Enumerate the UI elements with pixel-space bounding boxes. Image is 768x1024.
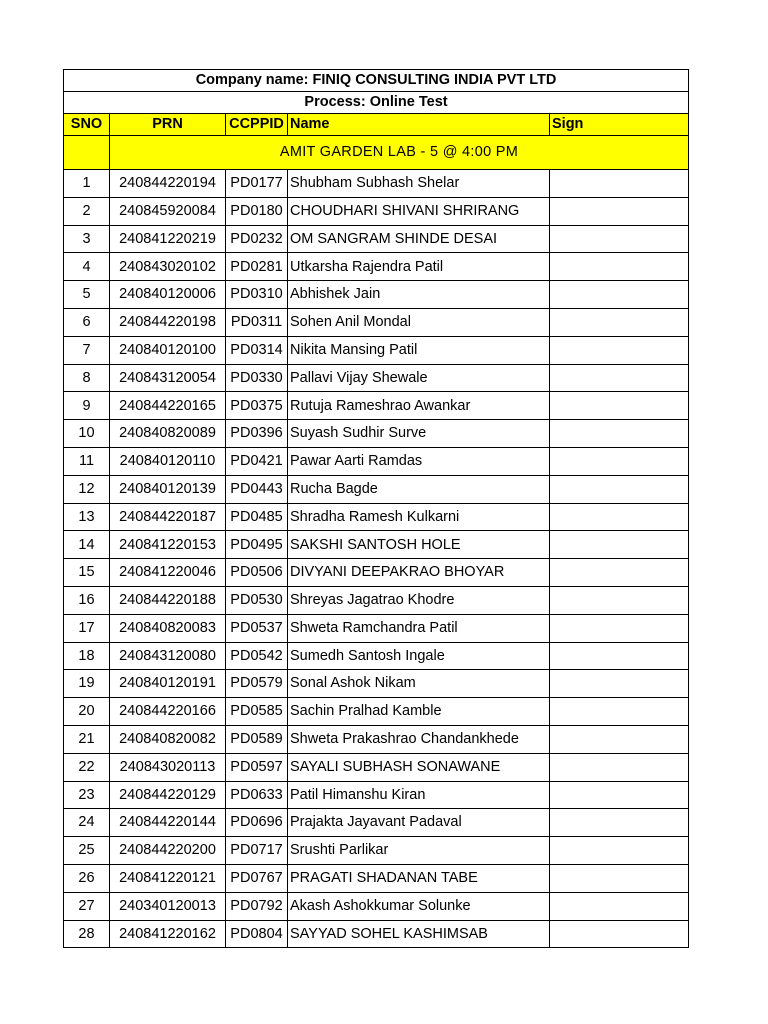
cell-sign bbox=[550, 420, 689, 448]
cell-name: Patil Himanshu Kiran bbox=[288, 781, 550, 809]
cell-name: SAYALI SUBHASH SONAWANE bbox=[288, 753, 550, 781]
cell-ccppid: PD0792 bbox=[226, 892, 288, 920]
cell-prn: 240843120054 bbox=[110, 364, 226, 392]
cell-name: Shradha Ramesh Kulkarni bbox=[288, 503, 550, 531]
cell-sno: 3 bbox=[64, 225, 110, 253]
lab-title: AMIT GARDEN LAB - 5 @ 4:00 PM bbox=[110, 136, 689, 170]
cell-name: Prajakta Jayavant Padaval bbox=[288, 809, 550, 837]
column-header-row bbox=[64, 114, 689, 136]
cell-name: Pawar Aarti Ramdas bbox=[288, 447, 550, 475]
cell-ccppid: PD0281 bbox=[226, 253, 288, 281]
cell-prn: 240841220153 bbox=[110, 531, 226, 559]
column-header-name: Name bbox=[288, 114, 550, 136]
table-row bbox=[64, 725, 689, 753]
cell-sign bbox=[550, 670, 689, 698]
cell-prn: 240340120013 bbox=[110, 892, 226, 920]
process-name: Process: Online Test bbox=[64, 92, 689, 114]
cell-sno: 27 bbox=[64, 892, 110, 920]
cell-name: CHOUDHARI SHIVANI SHRIRANG bbox=[288, 197, 550, 225]
cell-ccppid: PD0585 bbox=[226, 698, 288, 726]
lab-title-blank bbox=[64, 136, 110, 170]
cell-prn: 240840820089 bbox=[110, 420, 226, 448]
cell-sign bbox=[550, 892, 689, 920]
cell-prn: 240841220219 bbox=[110, 225, 226, 253]
cell-sign bbox=[550, 253, 689, 281]
column-header-sno: SNO bbox=[64, 114, 110, 136]
cell-sign bbox=[550, 586, 689, 614]
cell-prn: 240840120191 bbox=[110, 670, 226, 698]
cell-prn: 240844220194 bbox=[110, 170, 226, 198]
table-row bbox=[64, 197, 689, 225]
cell-ccppid: PD0232 bbox=[226, 225, 288, 253]
cell-sno: 11 bbox=[64, 447, 110, 475]
cell-sign bbox=[550, 920, 689, 948]
table-row bbox=[64, 864, 689, 892]
cell-ccppid: PD0314 bbox=[226, 336, 288, 364]
cell-sign bbox=[550, 281, 689, 309]
cell-ccppid: PD0485 bbox=[226, 503, 288, 531]
cell-prn: 240844220200 bbox=[110, 837, 226, 865]
cell-prn: 240844220188 bbox=[110, 586, 226, 614]
cell-name: Suyash Sudhir Surve bbox=[288, 420, 550, 448]
cell-name: OM SANGRAM SHINDE DESAI bbox=[288, 225, 550, 253]
table-row bbox=[64, 225, 689, 253]
table-row bbox=[64, 170, 689, 198]
attendance-sheet bbox=[63, 69, 689, 948]
cell-sno: 9 bbox=[64, 392, 110, 420]
cell-prn: 240845920084 bbox=[110, 197, 226, 225]
cell-prn: 240840120110 bbox=[110, 447, 226, 475]
cell-sign bbox=[550, 642, 689, 670]
cell-sno: 19 bbox=[64, 670, 110, 698]
cell-ccppid: PD0579 bbox=[226, 670, 288, 698]
cell-sno: 21 bbox=[64, 725, 110, 753]
table-row bbox=[64, 892, 689, 920]
cell-name: Srushti Parlikar bbox=[288, 837, 550, 865]
table-row bbox=[64, 420, 689, 448]
cell-name: Shreyas Jagatrao Khodre bbox=[288, 586, 550, 614]
cell-name: Sohen Anil Mondal bbox=[288, 308, 550, 336]
cell-name: Abhishek Jain bbox=[288, 281, 550, 309]
cell-prn: 240843020113 bbox=[110, 753, 226, 781]
table-row bbox=[64, 336, 689, 364]
cell-ccppid: PD0443 bbox=[226, 475, 288, 503]
cell-name: Shweta Prakashrao Chandankhede bbox=[288, 725, 550, 753]
cell-prn: 240844220144 bbox=[110, 809, 226, 837]
cell-ccppid: PD0310 bbox=[226, 281, 288, 309]
cell-prn: 240840820082 bbox=[110, 725, 226, 753]
cell-sno: 17 bbox=[64, 614, 110, 642]
cell-sign bbox=[550, 698, 689, 726]
table-row bbox=[64, 503, 689, 531]
cell-sno: 1 bbox=[64, 170, 110, 198]
table-row bbox=[64, 531, 689, 559]
table-row bbox=[64, 781, 689, 809]
cell-sno: 16 bbox=[64, 586, 110, 614]
table-row bbox=[64, 281, 689, 309]
cell-sign bbox=[550, 447, 689, 475]
cell-prn: 240841220121 bbox=[110, 864, 226, 892]
cell-name: Pallavi Vijay Shewale bbox=[288, 364, 550, 392]
cell-ccppid: PD0375 bbox=[226, 392, 288, 420]
cell-ccppid: PD0177 bbox=[226, 170, 288, 198]
cell-ccppid: PD0396 bbox=[226, 420, 288, 448]
cell-prn: 240844220198 bbox=[110, 308, 226, 336]
table-row bbox=[64, 253, 689, 281]
cell-name: Nikita Mansing Patil bbox=[288, 336, 550, 364]
table-row bbox=[64, 364, 689, 392]
cell-sno: 24 bbox=[64, 809, 110, 837]
cell-sno: 23 bbox=[64, 781, 110, 809]
table-row bbox=[64, 809, 689, 837]
cell-ccppid: PD0330 bbox=[226, 364, 288, 392]
cell-name: Shweta Ramchandra Patil bbox=[288, 614, 550, 642]
cell-ccppid: PD0589 bbox=[226, 725, 288, 753]
cell-sign bbox=[550, 225, 689, 253]
cell-ccppid: PD0180 bbox=[226, 197, 288, 225]
cell-sign bbox=[550, 475, 689, 503]
cell-prn: 240843120080 bbox=[110, 642, 226, 670]
cell-name: Sachin Pralhad Kamble bbox=[288, 698, 550, 726]
cell-name: Akash Ashokkumar Solunke bbox=[288, 892, 550, 920]
cell-ccppid: PD0506 bbox=[226, 559, 288, 587]
table-row bbox=[64, 392, 689, 420]
cell-sno: 12 bbox=[64, 475, 110, 503]
table-row bbox=[64, 920, 689, 948]
cell-sign bbox=[550, 837, 689, 865]
cell-prn: 240840120100 bbox=[110, 336, 226, 364]
cell-prn: 240840120006 bbox=[110, 281, 226, 309]
cell-sno: 13 bbox=[64, 503, 110, 531]
cell-sno: 20 bbox=[64, 698, 110, 726]
cell-name: Rucha Bagde bbox=[288, 475, 550, 503]
table-row bbox=[64, 614, 689, 642]
table-row bbox=[64, 559, 689, 587]
lab-title-row bbox=[64, 136, 689, 170]
cell-ccppid: PD0542 bbox=[226, 642, 288, 670]
cell-sno: 10 bbox=[64, 420, 110, 448]
cell-name: Rutuja Rameshrao Awankar bbox=[288, 392, 550, 420]
cell-sign bbox=[550, 531, 689, 559]
cell-prn: 240843020102 bbox=[110, 253, 226, 281]
cell-sno: 14 bbox=[64, 531, 110, 559]
table-row bbox=[64, 586, 689, 614]
cell-prn: 240844220129 bbox=[110, 781, 226, 809]
cell-sign bbox=[550, 809, 689, 837]
cell-ccppid: PD0633 bbox=[226, 781, 288, 809]
cell-sno: 6 bbox=[64, 308, 110, 336]
cell-prn: 240844220187 bbox=[110, 503, 226, 531]
cell-sign bbox=[550, 197, 689, 225]
table-row bbox=[64, 308, 689, 336]
cell-sno: 4 bbox=[64, 253, 110, 281]
cell-name: SAKSHI SANTOSH HOLE bbox=[288, 531, 550, 559]
cell-sno: 26 bbox=[64, 864, 110, 892]
column-header-ccppid: CCPPID bbox=[226, 114, 288, 136]
cell-sign bbox=[550, 864, 689, 892]
table-row bbox=[64, 475, 689, 503]
cell-prn: 240844220166 bbox=[110, 698, 226, 726]
column-header-prn: PRN bbox=[110, 114, 226, 136]
cell-prn: 240840120139 bbox=[110, 475, 226, 503]
cell-ccppid: PD0530 bbox=[226, 586, 288, 614]
cell-prn: 240844220165 bbox=[110, 392, 226, 420]
cell-ccppid: PD0537 bbox=[226, 614, 288, 642]
table-row bbox=[64, 753, 689, 781]
cell-name: PRAGATI SHADANAN TABE bbox=[288, 864, 550, 892]
cell-ccppid: PD0717 bbox=[226, 837, 288, 865]
company-row bbox=[64, 70, 689, 92]
cell-sign bbox=[550, 753, 689, 781]
cell-sno: 22 bbox=[64, 753, 110, 781]
cell-ccppid: PD0696 bbox=[226, 809, 288, 837]
table-row bbox=[64, 670, 689, 698]
cell-ccppid: PD0421 bbox=[226, 447, 288, 475]
cell-ccppid: PD0804 bbox=[226, 920, 288, 948]
cell-sno: 2 bbox=[64, 197, 110, 225]
cell-prn: 240840820083 bbox=[110, 614, 226, 642]
cell-name: Shubham Subhash Shelar bbox=[288, 170, 550, 198]
cell-sign bbox=[550, 781, 689, 809]
cell-name: SAYYAD SOHEL KASHIMSAB bbox=[288, 920, 550, 948]
cell-prn: 240841220162 bbox=[110, 920, 226, 948]
company-name: Company name: FINIQ CONSULTING INDIA PVT LTD bbox=[64, 70, 689, 92]
column-header-sign: Sign bbox=[550, 114, 689, 136]
cell-sign bbox=[550, 336, 689, 364]
cell-ccppid: PD0597 bbox=[226, 753, 288, 781]
cell-sign bbox=[550, 559, 689, 587]
table-row bbox=[64, 837, 689, 865]
cell-name: Utkarsha Rajendra Patil bbox=[288, 253, 550, 281]
cell-sno: 8 bbox=[64, 364, 110, 392]
process-row bbox=[64, 92, 689, 114]
cell-prn: 240841220046 bbox=[110, 559, 226, 587]
cell-sno: 15 bbox=[64, 559, 110, 587]
cell-name: DIVYANI DEEPAKRAO BHOYAR bbox=[288, 559, 550, 587]
cell-name: Sumedh Santosh Ingale bbox=[288, 642, 550, 670]
cell-sno: 28 bbox=[64, 920, 110, 948]
cell-ccppid: PD0495 bbox=[226, 531, 288, 559]
cell-ccppid: PD0311 bbox=[226, 308, 288, 336]
table-row bbox=[64, 447, 689, 475]
cell-sign bbox=[550, 170, 689, 198]
cell-sno: 5 bbox=[64, 281, 110, 309]
cell-sign bbox=[550, 308, 689, 336]
cell-sno: 7 bbox=[64, 336, 110, 364]
cell-sign bbox=[550, 392, 689, 420]
table-row bbox=[64, 642, 689, 670]
cell-sign bbox=[550, 614, 689, 642]
cell-ccppid: PD0767 bbox=[226, 864, 288, 892]
cell-sno: 18 bbox=[64, 642, 110, 670]
cell-name: Sonal Ashok Nikam bbox=[288, 670, 550, 698]
cell-sign bbox=[550, 503, 689, 531]
cell-sno: 25 bbox=[64, 837, 110, 865]
cell-sign bbox=[550, 364, 689, 392]
cell-sign bbox=[550, 725, 689, 753]
table-row bbox=[64, 698, 689, 726]
